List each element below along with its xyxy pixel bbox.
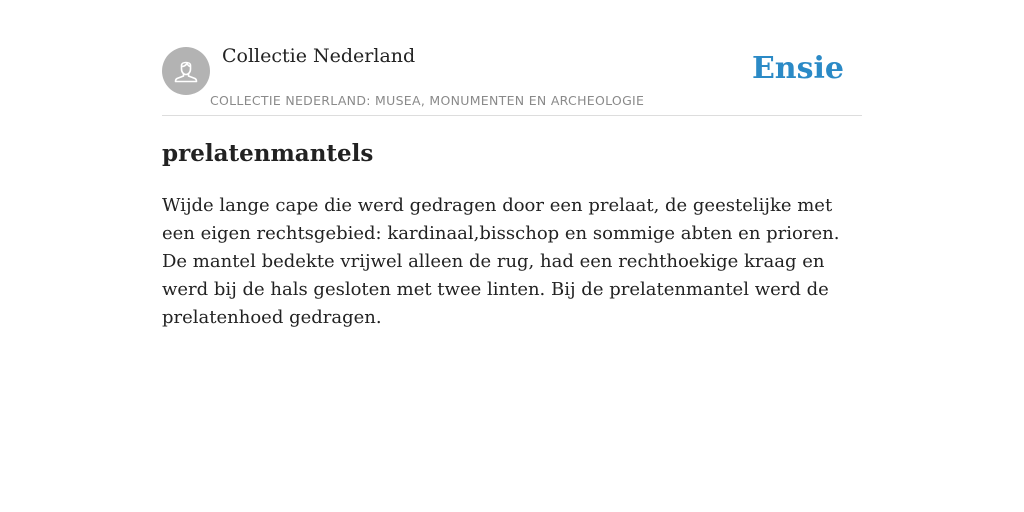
ensie-logo[interactable]: Ensie <box>751 51 844 86</box>
entry-header <box>162 0 862 116</box>
author-name[interactable]: Collectie Nederland <box>222 45 416 67</box>
entry-term: prelatenmantels <box>162 140 374 167</box>
entry-card <box>162 0 862 328</box>
entry-definition: Wijde lange cape die werd gedragen door een prelaat, de geestelijke met een eigen rechtsgebied: kardinaal,bisschop en sommige abten en prioren. De mantel bedekte vrijwel alleen de rug, had een rechthoekige kraag en werd bij de hals gesloten met twee linten. Bij de prelatenmantel werd de prelatenhoed gedragen. <box>162 195 840 328</box>
avatar[interactable] <box>162 47 210 95</box>
user-silhouette-icon <box>171 56 201 86</box>
author-subtitle: COLLECTIE NEDERLAND: MUSEA, MONUMENTEN EN ARCHEOLOGIE <box>210 93 645 108</box>
